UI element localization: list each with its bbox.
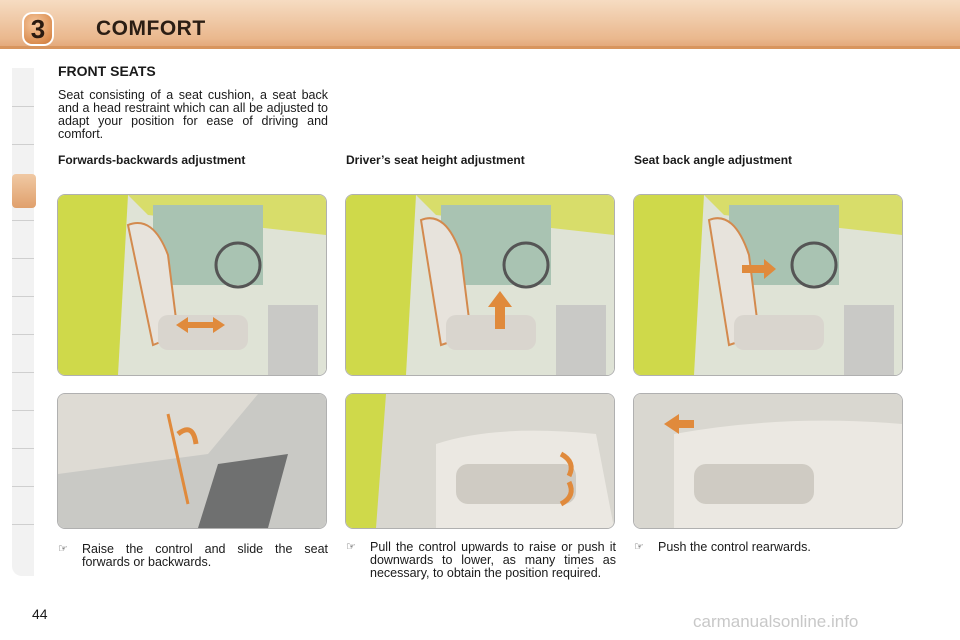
heading-forwards-backwards: Forwards-backwards adjustment: [58, 153, 246, 167]
chapter-tab[interactable]: [12, 448, 34, 449]
bullet-forwards-backwards: ☞ Raise the control and slide the seat forwards or backwards.: [58, 542, 328, 569]
chapter-tab[interactable]: [12, 486, 34, 487]
chapter-tab[interactable]: [12, 144, 34, 145]
chapter-tab-strip: [12, 68, 34, 576]
detail-photo-height-control: [345, 393, 615, 529]
pointing-hand-icon: ☞: [634, 541, 644, 553]
chapter-tab[interactable]: [12, 296, 34, 297]
intro-paragraph: Seat consisting of a seat cushion, a seat back and a head restraint which can all be adjusted to adapt your position for ease of driving and comfort.: [58, 88, 328, 141]
chapter-title: COMFORT: [96, 17, 206, 40]
detail-photo-slide-lever: [57, 393, 327, 529]
watermark: carmanualsonline.info: [693, 612, 859, 631]
heading-seat-back-angle: Seat back angle adjustment: [634, 153, 793, 167]
chapter-tab[interactable]: [12, 106, 34, 107]
chapter-tab[interactable]: [12, 334, 34, 335]
pointing-hand-icon: ☞: [346, 541, 356, 553]
section-title: FRONT SEATS: [58, 63, 156, 79]
bullet-height-adjustment: ☞ Pull the control upwards to raise or push it downwards to lower, as many times as necessary, to obtain the position required.: [346, 540, 616, 580]
chapter-tab[interactable]: [12, 372, 34, 373]
detail-photo-seat-back-lever: [633, 393, 903, 529]
pointing-hand-icon: ☞: [58, 543, 68, 555]
chapter-number-badge: 3: [22, 12, 54, 46]
seat-photo-forwards-backwards: [57, 194, 327, 376]
page-number: 44: [32, 606, 48, 622]
chapter-tab-active[interactable]: [12, 174, 36, 208]
chapter-tab[interactable]: [12, 410, 34, 411]
bullet-seat-back-angle: ☞ Push the control rearwards.: [634, 540, 811, 554]
chapter-tab[interactable]: [12, 220, 34, 221]
chapter-tab[interactable]: [12, 258, 34, 259]
chapter-tab[interactable]: [12, 524, 34, 525]
seat-photo-height: [345, 194, 615, 376]
seat-photo-seat-back: [633, 194, 903, 376]
header-divider: [0, 46, 960, 49]
heading-height-adjustment: Driver’s seat height adjustment: [346, 153, 525, 167]
